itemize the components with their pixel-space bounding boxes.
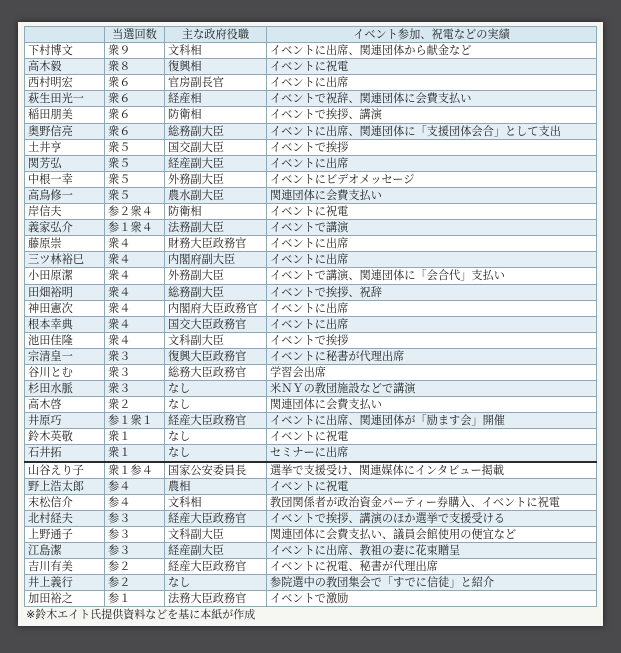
- cell-name: 井上義行: [25, 575, 105, 591]
- cell-name: 末松信介: [25, 494, 105, 510]
- cell-record: イベントに出席: [267, 155, 597, 171]
- cell-terms: 衆６: [105, 91, 165, 107]
- cell-government-post: 経産相: [165, 91, 267, 107]
- cell-government-post: 官房副長官: [165, 75, 267, 91]
- cell-terms: 衆３: [105, 381, 165, 397]
- cell-government-post: 防衛相: [165, 204, 267, 220]
- cell-record: イベントに出席: [267, 316, 597, 332]
- cell-government-post: 復興相: [165, 59, 267, 75]
- cell-terms: 参３: [105, 543, 165, 559]
- cell-name: 田畑裕明: [25, 284, 105, 300]
- cell-terms: 衆４: [105, 236, 165, 252]
- cell-terms: 衆４: [105, 332, 165, 348]
- table-row: [25, 220, 597, 236]
- cell-terms: 衆４: [105, 268, 165, 284]
- cell-record: イベントに祝電: [267, 478, 597, 494]
- cell-record: イベントに出席: [267, 300, 597, 316]
- table-row: [25, 575, 597, 591]
- cell-government-post: 総務副大臣: [165, 284, 267, 300]
- cell-terms: 衆４: [105, 252, 165, 268]
- cell-government-post: 経産副大臣: [165, 543, 267, 559]
- cell-terms: 参４: [105, 478, 165, 494]
- cell-name: 小田原潔: [25, 268, 105, 284]
- cell-record: イベントにビデオメッセージ: [267, 171, 597, 187]
- cell-name: 神田憲次: [25, 300, 105, 316]
- cell-name: 根本幸典: [25, 316, 105, 332]
- cell-record: 学習会出席: [267, 364, 597, 380]
- cell-government-post: 国交副大臣: [165, 139, 267, 155]
- table-row: [25, 364, 597, 380]
- cell-government-post: 財務大臣政務官: [165, 236, 267, 252]
- table-row: [25, 155, 597, 171]
- cell-record: セミナーに出席: [267, 445, 597, 462]
- cell-record: 米ＮＹの教団施設などで講演: [267, 381, 597, 397]
- table-row: [25, 252, 597, 268]
- header-government-post: 主な政府役職: [165, 27, 267, 43]
- cell-record: イベントで講演: [267, 220, 597, 236]
- cell-name: 高木啓: [25, 397, 105, 413]
- cell-government-post: なし: [165, 397, 267, 413]
- cell-terms: 参４: [105, 494, 165, 510]
- cell-government-post: 文科副大臣: [165, 526, 267, 542]
- cell-government-post: なし: [165, 575, 267, 591]
- cell-government-post: 復興大臣政務官: [165, 348, 267, 364]
- cell-terms: 参２: [105, 559, 165, 575]
- cell-record: イベントに出席、関連団体が「励ます会」開催: [267, 413, 597, 429]
- table-row: [25, 397, 597, 413]
- cell-name: 土井亨: [25, 139, 105, 155]
- table-row: [25, 171, 597, 187]
- table-row: [25, 236, 597, 252]
- table-row: [25, 494, 597, 510]
- cell-name: 岸信夫: [25, 204, 105, 220]
- table-header-row: [25, 27, 597, 43]
- cell-terms: 衆１: [105, 445, 165, 462]
- cell-government-post: 経産大臣政務官: [165, 510, 267, 526]
- cell-name: 下村博文: [25, 43, 105, 59]
- cell-terms: 衆４: [105, 284, 165, 300]
- cell-name: 鈴木英敬: [25, 429, 105, 445]
- cell-government-post: 文科副大臣: [165, 332, 267, 348]
- cell-name: 杉田水脈: [25, 381, 105, 397]
- table-row: [25, 268, 597, 284]
- table-row: [25, 123, 597, 139]
- cell-name: 奥野信亮: [25, 123, 105, 139]
- cell-record: イベントに祝電: [267, 429, 597, 445]
- cell-government-post: 経産大臣政務官: [165, 413, 267, 429]
- table-row: [25, 204, 597, 220]
- table-row: [25, 478, 597, 494]
- cell-name: 三ツ林裕巳: [25, 252, 105, 268]
- cell-government-post: 経産大臣政務官: [165, 559, 267, 575]
- cell-government-post: なし: [165, 381, 267, 397]
- cell-name: 野上浩太郎: [25, 478, 105, 494]
- cell-record: イベントで激励: [267, 591, 597, 607]
- cell-name: 谷川とむ: [25, 364, 105, 380]
- header-name: [25, 27, 105, 43]
- cell-record: イベントに出席: [267, 236, 597, 252]
- cell-record: イベントに祝電: [267, 59, 597, 75]
- table-row: [25, 187, 597, 203]
- cell-terms: 参１衆１: [105, 413, 165, 429]
- cell-government-post: 文科相: [165, 43, 267, 59]
- table-row: [25, 381, 597, 397]
- cell-government-post: 文科相: [165, 494, 267, 510]
- cell-name: 関芳弘: [25, 155, 105, 171]
- table-row: [25, 429, 597, 445]
- cell-terms: 参３: [105, 510, 165, 526]
- cell-name: 稲田朋美: [25, 107, 105, 123]
- cell-record: 関連団体に会費支払い: [267, 397, 597, 413]
- cell-name: 井原巧: [25, 413, 105, 429]
- cell-government-post: なし: [165, 445, 267, 462]
- table-row: [25, 413, 597, 429]
- header-record: イベント参加、祝電などの実績: [267, 27, 597, 43]
- cell-record: イベントで挨拶、祝辞: [267, 284, 597, 300]
- table-row: [25, 316, 597, 332]
- cell-terms: 衆３: [105, 364, 165, 380]
- cell-government-post: 内閣府大臣政務官: [165, 300, 267, 316]
- cell-record: イベントに祝電: [267, 204, 597, 220]
- table-body: [25, 43, 597, 607]
- cell-government-post: 法務副大臣: [165, 220, 267, 236]
- cell-name: 山谷えり子: [25, 462, 105, 479]
- table-row: [25, 462, 597, 479]
- cell-record: イベントに出席、教祖の妻に花束贈呈: [267, 543, 597, 559]
- cell-record: イベントで講演、関連団体に「会合代」支払い: [267, 268, 597, 284]
- cell-record: 教団関係者が政治資金パーティー券購入、イベントに祝電: [267, 494, 597, 510]
- source-footnote: ※鈴木エイト氏提供資料などを基に本紙が作成: [26, 608, 256, 621]
- cell-name: 江島潔: [25, 543, 105, 559]
- cell-government-post: 経産副大臣: [165, 155, 267, 171]
- cell-record: イベントに祝電、秘書が代理出席: [267, 559, 597, 575]
- cell-government-post: 国交大臣政務官: [165, 316, 267, 332]
- table-row: [25, 139, 597, 155]
- cell-name: 上野通子: [25, 526, 105, 542]
- cell-terms: 衆６: [105, 75, 165, 91]
- cell-name: 吉川有美: [25, 559, 105, 575]
- cell-name: 高木毅: [25, 59, 105, 75]
- cell-terms: 衆３: [105, 348, 165, 364]
- cell-government-post: 総務副大臣: [165, 123, 267, 139]
- cell-government-post: なし: [165, 429, 267, 445]
- cell-name: 西村明宏: [25, 75, 105, 91]
- cell-terms: 参１衆４: [105, 220, 165, 236]
- cell-government-post: 国家公安委員長: [165, 462, 267, 479]
- cell-name: 高鳥修一: [25, 187, 105, 203]
- cell-record: イベントに秘書が代理出席: [267, 348, 597, 364]
- cell-terms: 衆４: [105, 300, 165, 316]
- cell-government-post: 農相: [165, 478, 267, 494]
- header-terms: 当選回数: [105, 27, 165, 43]
- table-row: [25, 75, 597, 91]
- cell-name: 宗清皇一: [25, 348, 105, 364]
- cell-terms: 衆５: [105, 187, 165, 203]
- cell-government-post: 外務副大臣: [165, 171, 267, 187]
- cell-record: 選挙で支援受け、関連媒体にインタビュー掲載: [267, 462, 597, 479]
- table-row: [25, 591, 597, 607]
- cell-terms: 参２衆４: [105, 204, 165, 220]
- cell-terms: 参３: [105, 526, 165, 542]
- cell-terms: 衆２: [105, 397, 165, 413]
- cell-record: 参院選中の教団集会で「すでに信徒」と紹介: [267, 575, 597, 591]
- document-frame: [18, 22, 603, 626]
- cell-government-post: 外務副大臣: [165, 268, 267, 284]
- cell-terms: 衆５: [105, 139, 165, 155]
- cell-terms: 衆８: [105, 59, 165, 75]
- cell-terms: 衆６: [105, 123, 165, 139]
- table-row: [25, 107, 597, 123]
- cell-name: 北村経夫: [25, 510, 105, 526]
- table-row: [25, 510, 597, 526]
- cell-name: 池田佳隆: [25, 332, 105, 348]
- cell-government-post: 防衛相: [165, 107, 267, 123]
- cell-name: 中根一幸: [25, 171, 105, 187]
- cell-terms: 参１: [105, 591, 165, 607]
- cell-record: イベントに出席、関連団体から献金など: [267, 43, 597, 59]
- cell-record: 関連団体に会費支払い、議員会館使用の便宜など: [267, 526, 597, 542]
- cell-terms: 衆５: [105, 155, 165, 171]
- cell-name: 萩生田光一: [25, 91, 105, 107]
- cell-record: イベントで挨拶: [267, 139, 597, 155]
- cell-terms: 衆４: [105, 316, 165, 332]
- cell-terms: 参２: [105, 575, 165, 591]
- cell-record: イベントで挨拶: [267, 332, 597, 348]
- cell-name: 石井拓: [25, 445, 105, 462]
- table-row: [25, 91, 597, 107]
- table-row: [25, 332, 597, 348]
- table-row: [25, 445, 597, 462]
- politicians-table: [24, 26, 597, 607]
- table-row: [25, 284, 597, 300]
- cell-record: イベントに出席、関連団体に「支援団体会合」として支出: [267, 123, 597, 139]
- cell-name: 加田裕之: [25, 591, 105, 607]
- cell-record: イベントで挨拶、講演のほか選挙で支援受ける: [267, 510, 597, 526]
- cell-name: 義家弘介: [25, 220, 105, 236]
- cell-record: 関連団体に会費支払い: [267, 187, 597, 203]
- cell-government-post: 法務大臣政務官: [165, 591, 267, 607]
- table-row: [25, 526, 597, 542]
- cell-record: イベントで祝辞、関連団体に会費支払い: [267, 91, 597, 107]
- cell-terms: 衆１: [105, 429, 165, 445]
- cell-record: イベントに出席: [267, 252, 597, 268]
- cell-terms: 衆１参４: [105, 462, 165, 479]
- table-row: [25, 59, 597, 75]
- table-row: [25, 300, 597, 316]
- cell-government-post: 内閣府副大臣: [165, 252, 267, 268]
- cell-terms: 衆９: [105, 43, 165, 59]
- cell-government-post: 農水副大臣: [165, 187, 267, 203]
- table-row: [25, 543, 597, 559]
- table-row: [25, 43, 597, 59]
- cell-record: イベントで挨拶、講演: [267, 107, 597, 123]
- cell-name: 藤原崇: [25, 236, 105, 252]
- table-row: [25, 348, 597, 364]
- cell-terms: 衆６: [105, 107, 165, 123]
- cell-record: イベントに出席: [267, 75, 597, 91]
- table-row: [25, 559, 597, 575]
- cell-terms: 衆５: [105, 171, 165, 187]
- cell-government-post: 総務大臣政務官: [165, 364, 267, 380]
